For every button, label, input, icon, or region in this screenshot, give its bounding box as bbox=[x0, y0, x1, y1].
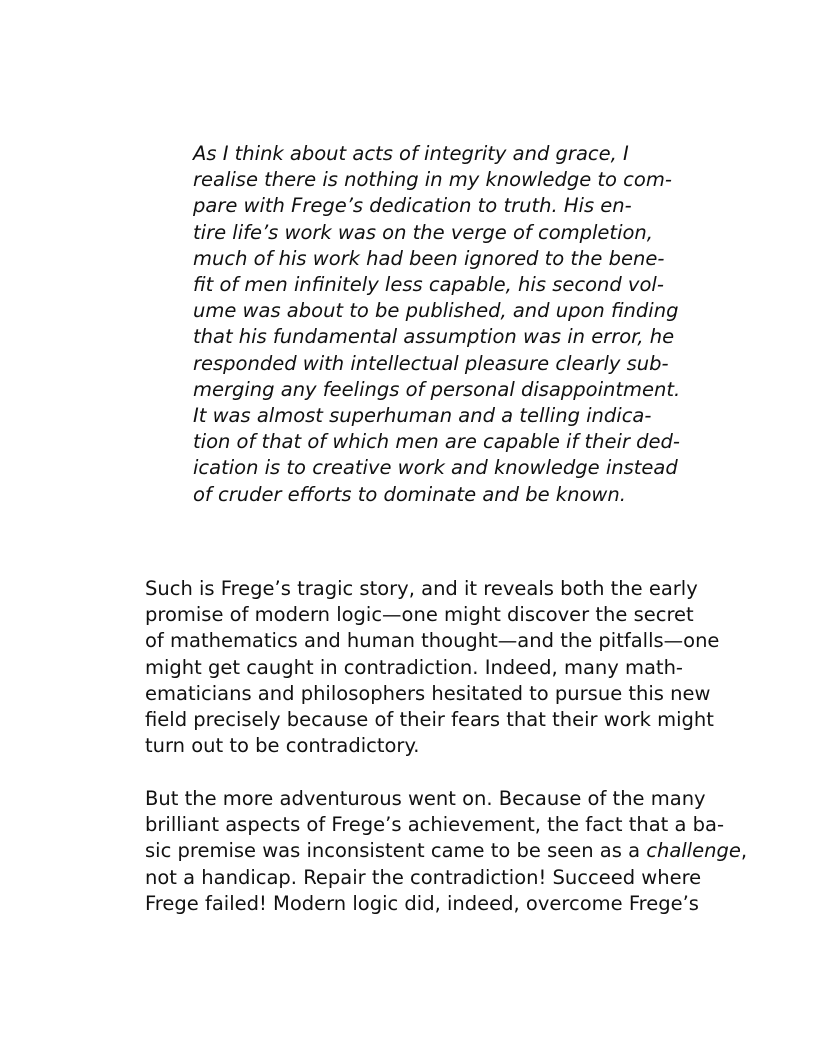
quote-line: that his fundamental assumption was in error, he bbox=[193, 325, 675, 349]
quote-line: It was almost superhuman and a telling indica- bbox=[193, 404, 652, 428]
paragraph-line: of mathematics and human thought—and the pitfalls—one bbox=[145, 629, 720, 653]
emphasized-word: challenge bbox=[646, 839, 741, 863]
quote-line: tire life’s work was on the verge of completion, bbox=[193, 220, 653, 244]
quote-line: of cruder efforts to dominate and be known. bbox=[193, 482, 626, 506]
body-paragraph-2 bbox=[145, 786, 748, 917]
quote-line: ume was about to be published, and upon finding bbox=[193, 299, 679, 323]
paragraph-line: field precisely because of their fears that their work might bbox=[145, 708, 714, 732]
quote-line: realise there is nothing in my knowledge to com- bbox=[193, 168, 672, 192]
block-quote bbox=[193, 141, 681, 508]
paragraph-line: brilliant aspects of Frege’s achievement, the fact that a ba- bbox=[145, 813, 725, 837]
paragraph-line: might get caught in contradiction. Indeed, many math- bbox=[145, 655, 683, 679]
paragraph-text: sic premise was inconsistent came to be seen as a bbox=[145, 839, 647, 863]
paragraph-text: , bbox=[740, 839, 748, 863]
quote-line: As I think about acts of integrity and grace, I bbox=[193, 142, 629, 165]
quote-line: responded with intellectual pleasure clearly sub- bbox=[193, 351, 669, 375]
quote-line: merging any feelings of personal disappointment. bbox=[193, 377, 681, 401]
paragraph-line: Frege failed! Modern logic did, indeed, overcome Frege’s bbox=[145, 891, 699, 915]
body-paragraph-1 bbox=[145, 576, 720, 759]
paragraph-line: Such is Frege’s tragic story, and it reveals both the early bbox=[145, 577, 698, 600]
quote-line: tion of that of which men are capable if their ded- bbox=[193, 430, 680, 454]
quote-line: pare with Frege’s dedication to truth. His en- bbox=[193, 194, 632, 218]
paragraph-line: promise of modern logic—one might discover the secret bbox=[145, 603, 694, 627]
quote-line: ication is to creative work and knowledge instead bbox=[193, 456, 678, 480]
quote-line: fit of men infinitely less capable, his second vol- bbox=[193, 273, 664, 297]
quote-line: much of his work had been ignored to the bene- bbox=[193, 246, 665, 270]
paragraph-line: turn out to be contradictory. bbox=[145, 734, 420, 758]
paragraph-line: ematicians and philosophers hesitated to pursue this new bbox=[145, 681, 711, 705]
paragraph-line bbox=[145, 838, 748, 864]
paragraph-line: not a handicap. Repair the contradiction! Succeed where bbox=[145, 865, 702, 889]
paragraph-line: But the more adventurous went on. Because of the many bbox=[145, 787, 706, 810]
